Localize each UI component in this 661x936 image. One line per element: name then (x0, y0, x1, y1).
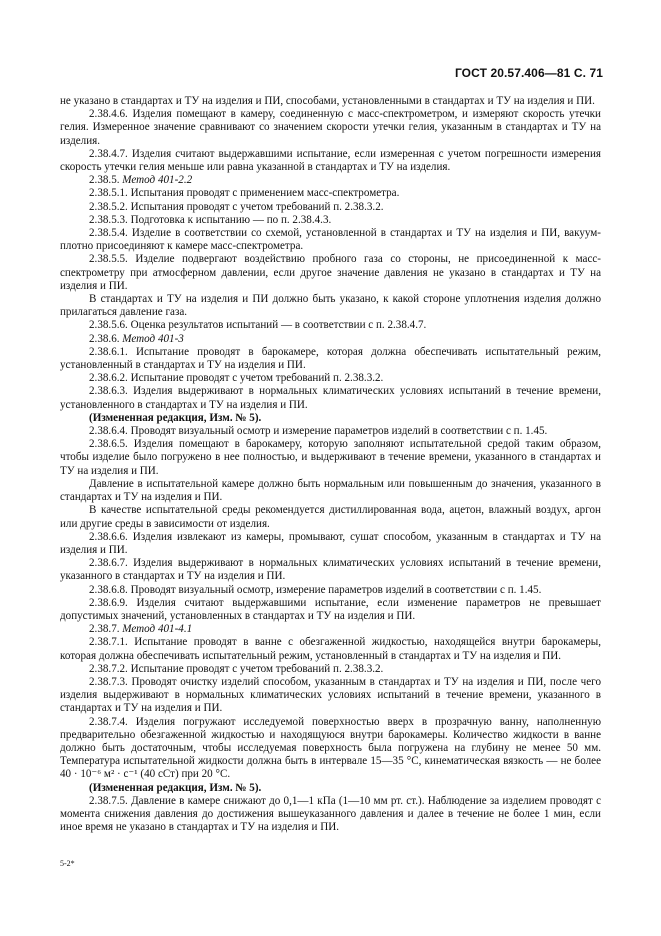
paragraph-text: 2.38.6.8. Проводят визуальный осмотр, измерение параметров изделий в соответствии с п. 1.45. (89, 583, 542, 596)
page-header: ГОСТ 20.57.406—81 С. 71 (454, 66, 603, 80)
document-body (60, 95, 601, 834)
paragraph-text: 2.38.5.6. Оценка результатов испытаний — в соответствии с п. 2.38.4.7. (89, 319, 427, 332)
paragraph (60, 531, 601, 557)
paragraph-text: 2.38.4.6. Изделия помещают в камеру, соединенную с масс-спектрометром, и измеряют скорость утечки гелия. Измеренное значение сравнивают со значением скорости утечки гелия, указанным в стандартах и ТУ на изделия. (60, 108, 601, 147)
paragraph (60, 623, 601, 636)
paragraph-text: 2.38.7. (89, 623, 123, 636)
paragraph (60, 597, 601, 623)
page-footer-mark: 5-2* (60, 859, 75, 868)
paragraph-text: 2.38.7.3. Проводят очистку изделий способом, указанным в стандартах и ТУ на изделия и ПИ, после чего изделия выдерживают в нормальных климатических условиях испытаний в течение времени, указанного в стандартах и ТУ на изделия и ПИ. (60, 675, 601, 715)
amendment-note (60, 782, 601, 795)
paragraph (60, 253, 601, 293)
paragraph-text: 2.38.4.7. Изделия считают выдержавшими испытание, если измеренная с учетом погрешности измерения скорость утечки гелия меньше или равна указанной в стандартах и ТУ на изделия. (60, 147, 601, 174)
paragraph-text: Давление в испытательной камере должно быть нормальным или повышенным до значения, указанного в стандартах и ТУ на изделия и ПИ. (60, 477, 601, 504)
paragraph-text: 2.38.7.1. Испытание проводят в ванне с обезгаженной жидкостью, находящейся внутри барокамеры, которая должна обеспечивать испытательный режим, установленный в стандартах и ТУ на изделия и ПИ. (60, 636, 601, 662)
paragraph-text: 2.38.5.1. Испытания проводят с применением масс-спектрометра. (89, 187, 400, 200)
paragraph (60, 214, 601, 227)
paragraph-text: 2.38.6.7. Изделия выдерживают в нормальных климатических условиях испытаний в течение времени, указанного в стандартах и ТУ на изделия и ПИ. (60, 557, 601, 583)
paragraph-text: (Измененная редакция, Изм. № 5). (89, 411, 262, 424)
paragraph (60, 636, 601, 662)
paragraph-text: 2.38.7.5. Давление в камере снижают до 0,1—1 кПа (1—10 мм рт. ст.). Наблюдение за изделием проводят с момента снижения давления до достижения вышеуказанного давления и далее в течение не более 1 мин, если иное время не указано в стандартах и ТУ на изделия и ПИ. (60, 794, 601, 834)
paragraph (60, 584, 601, 597)
paragraph-text: не указано в стандартах и ТУ на изделия и ПИ, способами, установленными в стандартах и ТУ на изделия и ПИ. (60, 95, 595, 107)
paragraph-text: 2.38.6. (89, 332, 123, 345)
paragraph (60, 319, 601, 332)
amendment-note (60, 412, 601, 425)
paragraph (60, 438, 601, 478)
paragraph (60, 187, 601, 200)
paragraph-text: 2.38.6.4. Проводят визуальный осмотр и измерение параметров изделий в соответствии с п. 1.45. (89, 425, 548, 438)
paragraph (60, 293, 601, 319)
paragraph-text: 2.38.7.2. Испытание проводят с учетом требований п. 2.38.3.2. (89, 662, 384, 675)
paragraph-text: 2.38.6.1. Испытание проводят в барокамере, которая должна обеспечивать испытательный режим, установленный в стандартах и ТУ на изделия и ПИ. (60, 345, 601, 372)
method-title: Метод 401-4.1 (122, 623, 193, 636)
paragraph-text: 2.38.5.4. Изделие в соответствии со схемой, установленной в стандартах и ТУ на изделия и ПИ, вакуум-плотно присоединяют к камере масс-спектрометра. (60, 227, 601, 253)
paragraph (60, 372, 601, 385)
paragraph (60, 716, 601, 782)
paragraph (60, 676, 601, 716)
paragraph-text: В качестве испытательной среды рекомендуется дистиллированная вода, ацетон, влажный воздух, аргон или другие среды в зависимости от изделия. (60, 504, 601, 530)
paragraph-text: 2.38.6.2. Испытание проводят с учетом требований п. 2.38.3.2. (89, 372, 384, 385)
paragraph (60, 95, 601, 108)
paragraph-text: 2.38.6.6. Изделия извлекают из камеры, промывают, сушат способом, указанным в стандартах и ТУ на изделия и ПИ. (60, 530, 601, 556)
paragraph (60, 478, 601, 504)
paragraph (60, 795, 601, 835)
paragraph-text: (Измененная редакция, Изм. № 5). (89, 781, 262, 794)
paragraph (60, 346, 601, 372)
paragraph-text: 2.38.6.5. Изделия помещают в барокамеру, которую заполняют испытательной средой таким образом, чтобы изделие было погружено в нее полностью, и выдерживают в течение времени, указанного в стандартах и ТУ на изделия и ПИ. (60, 438, 601, 477)
paragraph-text: 2.38.6.3. Изделия выдерживают в нормальных климатических условиях испытаний в течение времени, установленного в стандартах и ТУ на изделия и ПИ. (60, 385, 601, 411)
paragraph (60, 663, 601, 676)
paragraph (60, 174, 601, 187)
paragraph (60, 227, 601, 253)
paragraph-text: В стандартах и ТУ на изделия и ПИ должно быть указано, к какой стороне уплотнения изделия должно прилагаться давление газа. (60, 293, 601, 319)
paragraph (60, 504, 601, 530)
paragraph (60, 108, 601, 148)
paragraph-text: 2.38.5. (89, 174, 123, 187)
paragraph (60, 425, 601, 438)
paragraph (60, 333, 601, 346)
paragraph (60, 201, 601, 214)
paragraph-text: 2.38.5.3. Подготовка к испытанию — по п. 2.38.4.3. (89, 213, 332, 226)
method-title: Метод 401-3 (122, 332, 184, 345)
paragraph-text: 2.38.5.2. Испытания проводят с учетом требований п. 2.38.3.2. (89, 200, 384, 213)
paragraph (60, 385, 601, 411)
paragraph-text: 2.38.7.4. Изделия погружают исследуемой поверхностью вверх в прозрачную ванну, наполненную предварительно обезгаженной жидкостью и находящуюся внутри барокамеры. Количество жидкости в ванне должно быть достаточным, чтобы исследуемая поверхность была погружена на глубину не менее 50 мм. Температура испытательной жидкости должна быть в интервале 15—35 °С, кинематическая вязкость — не более 40 · 10⁻⁶ м² · с⁻¹ (40 сСт) при 20 °С. (60, 715, 601, 781)
paragraph-text: 2.38.5.5. Изделие подвергают воздействию пробного газа со стороны, не присоединенной к масс-спектрометру при атмосферном давлении, если другое значение давления не указано в стандартах и ТУ на изделия и ПИ. (60, 253, 601, 292)
paragraph-text: 2.38.6.9. Изделия считают выдержавшими испытание, если изменение параметров не превышает допустимых значений, установленных в стандартах и ТУ на изделия и ПИ. (60, 596, 601, 622)
paragraph (60, 557, 601, 583)
paragraph (60, 148, 601, 174)
method-title: Метод 401-2.2 (122, 174, 193, 187)
